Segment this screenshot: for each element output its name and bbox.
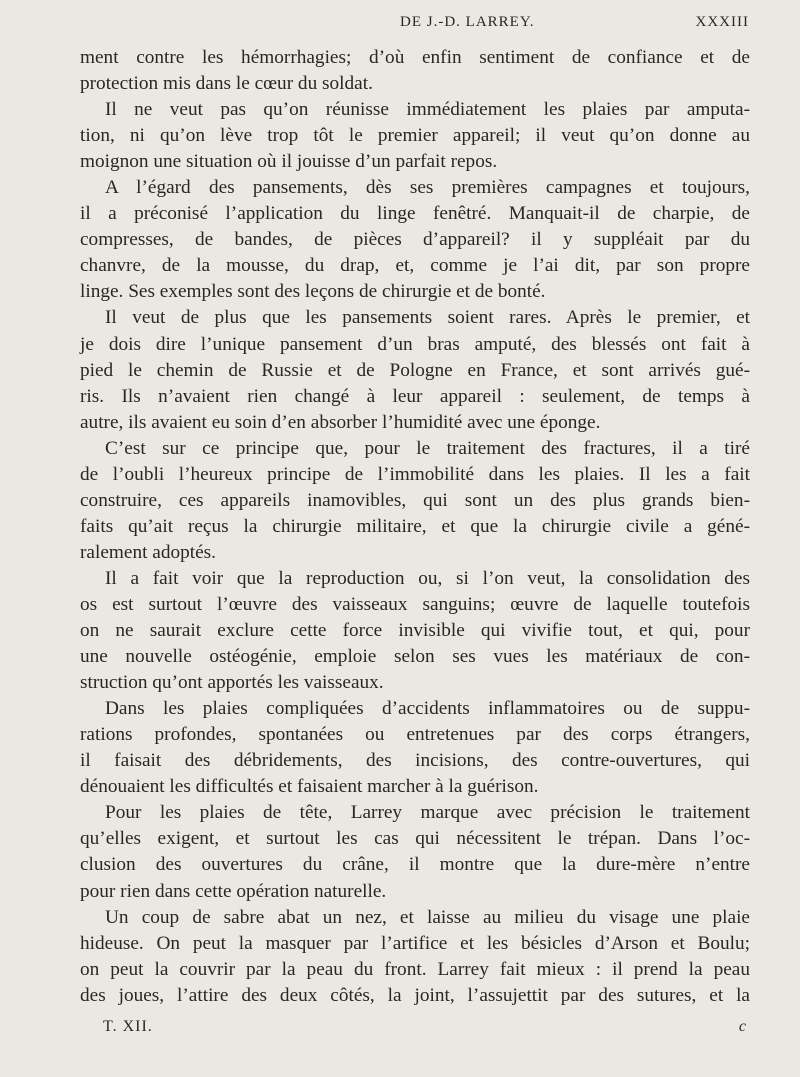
- text-line: A l’égard des pansements, dès ses premières campagnes et toujours,: [105, 177, 750, 199]
- text-line: Un coup de sabre abat un nez, et laisse au milieu du visage une plaie: [105, 906, 750, 928]
- text-line: rations profondes, spontanées ou entretenues par des corps étrangers,: [80, 724, 750, 746]
- text-line: Il a fait voir que la reproduction ou, si l’on veut, la consolidation des: [105, 567, 750, 589]
- text-line: struction qu’ont apportés les vaisseaux.: [80, 672, 384, 694]
- text-line: on peut la couvrir par la peau du front. Larrey fait mieux : il prend la peau: [80, 958, 750, 980]
- signature-mark: T. XII.: [103, 1018, 153, 1035]
- page-number: XXXIII: [695, 14, 749, 30]
- text-line: pied le chemin de Russie et de Pologne en France, et sont arrivés gué-: [80, 359, 750, 381]
- text-line: ralement adoptés.: [80, 541, 216, 563]
- text-line: qu’elles exigent, et surtout les cas qui nécessitent le trépan. Dans l’oc-: [80, 828, 750, 850]
- text-line: clusion des ouvertures du crâne, il montre que la dure-mère n’entre: [80, 854, 750, 876]
- text-line: ment contre les hémorrhagies; d’où enfin sentiment de confiance et de: [80, 47, 750, 68]
- text-line: hideuse. On peut la masquer par l’artifice et les bésicles d’Arson et Boulu;: [80, 932, 750, 954]
- gathering-mark: c: [738, 1018, 746, 1035]
- text-line: une nouvelle ostéogénie, emploie selon ses vues les matériaux de con-: [80, 646, 750, 668]
- text-line: compresses, de bandes, de pièces d’appareil? il y suppléait par du: [80, 229, 750, 251]
- text-line: des joues, l’attire des deux côtés, la joint, l’assujettit par des sutures, et la: [80, 984, 750, 1006]
- text-line: de l’oubli l’heureux principe de l’immobilité dans les plaies. Il les a fait: [80, 463, 750, 485]
- text-line: os est surtout l’œuvre des vaisseaux sanguins; œuvre de laquelle toutefois: [80, 593, 750, 615]
- text-line: on ne saurait exclure cette force invisible qui vivifie tout, et qui, pour: [80, 620, 750, 642]
- text-line: construire, ces appareils inamovibles, qui sont un des plus grands bien-: [80, 489, 750, 511]
- text-line: je dois dire l’unique pansement d’un bras amputé, des blessés ont fait à: [80, 333, 750, 355]
- body-text: [80, 45, 750, 1009]
- text-line: pour rien dans cette opération naturelle.: [80, 880, 387, 902]
- text-line: autre, ils avaient eu soin d’en absorber l’humidité avec une éponge.: [80, 411, 601, 433]
- text-line: dénouaient les difficultés et faisaient marcher à la guérison.: [80, 776, 539, 798]
- text-line: il a préconisé l’application du linge fenêtré. Manquait-il de charpie, de: [80, 203, 750, 225]
- text-line: Pour les plaies de tête, Larrey marque avec précision le traitement: [105, 802, 750, 824]
- text-line: il faisait des débridements, des incisions, des contre-ouvertures, qui: [80, 750, 750, 772]
- text-line: Il veut de plus que les pansements soient rares. Après le premier, et: [105, 307, 750, 329]
- text-line: Dans les plaies compliquées d’accidents inflammatoires ou de suppu-: [105, 698, 750, 720]
- text-line: C’est sur ce principe que, pour le traitement des fractures, il a tiré: [105, 437, 750, 459]
- text-line: tion, ni qu’on lève trop tôt le premier appareil; il veut qu’on donne au: [80, 125, 750, 147]
- text-line: linge. Ses exemples sont des leçons de chirurgie et de bonté.: [80, 281, 546, 303]
- text-line: moignon une situation où il jouisse d’un parfait repos.: [80, 151, 498, 173]
- text-line: protection mis dans le cœur du soldat.: [80, 73, 373, 95]
- text-line: ris. Ils n’avaient rien changé à leur appareil : seulement, de temps à: [80, 385, 750, 407]
- text-line: chanvre, de la mousse, du drap, et, comme je l’ai dit, par son propre: [80, 255, 750, 277]
- running-header: [0, 14, 800, 44]
- page-footer: [80, 1018, 750, 1040]
- text-line: faits qu’ait reçus la chirurgie militaire, et que la chirurgie civile a géné-: [80, 515, 750, 537]
- running-head-title: DE J.-D. LARREY.: [400, 14, 535, 30]
- text-line: Il ne veut pas qu’on réunisse immédiatement les plaies par amputa-: [105, 99, 750, 121]
